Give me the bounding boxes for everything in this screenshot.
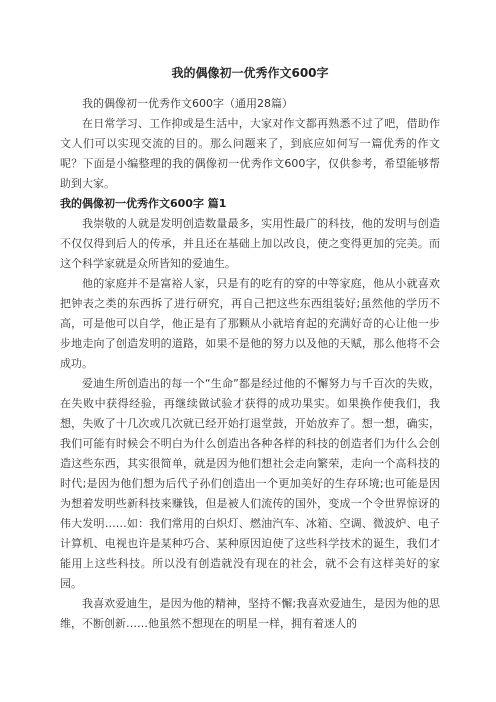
document-title: 我的偶像初一优秀作文600字 xyxy=(171,66,329,80)
body-paragraph-1: 我崇敬的人就是发明创造数量最多，实用性最广的科技，他的发明与创造不仅仅得到后人的传承，并且还在基础上加以改良，使之变得更加的完美。而这个科学家就是众所皆知的爱迪生。 xyxy=(60,217,440,270)
body-paragraph-4: 我喜欢爱迪生，是因为他的精神，坚持不懈;我喜欢爱迪生，是因为他的思维，不断创新……他虽然不想现在的明星一样，拥有着迷人的 xyxy=(60,597,440,630)
document-subtitle: 我的偶像初一优秀作文600字（通用28篇） xyxy=(82,97,293,110)
body-paragraph-2: 他的家庭并不是富裕人家，只是有的吃有的穿的中等家庭，他从小就喜欢把钟表之类的东西拆了进行研究，再自己把这些东西组装好;虽然他的学历不高，可是他可以自学，他正是有了那颗从小就培育起的充满好奇的心让他一步步地走向了创造发明的道路，如果不是他的努力以及他的天赋，那么他将不会成功。 xyxy=(60,277,440,370)
body-paragraph-3: 爱迪生所创造出的每一个“生命”都是经过他的不懈努力与千百次的失败，在失败中获得经验，再继续做试验才获得的成功果实。如果换作使我们，我想，失败了十几次或几次就已经开始打退堂鼓，开始放弃了。想一想，确实，我们可能有时候会不明白为什么创造出各种各样的科技的创造者们为什么会创造这些东西，其实很简单，就是因为他们想社会走向繁荣，走向一个高科技的时代;是因为他们想为后代子孙们创造出一个更加美好的生存环境;也可能是因为想着发明些新科技来赚钱，但是被人们流传的国外，变成一个令世界惊讶的伟大发明……如：我们常用的白炽灯、燃油汽车、冰箱、空调、微波炉、电子计算机、电视也许是某种巧合、某种原因迫使了这些科学技术的诞生，我们才能用上这些科技。所以没有创造就没有现在的社会，就不会有这样美好的家园。 xyxy=(60,377,440,590)
intro-paragraph: 在日常学习、工作抑或是生活中，大家对作文都再熟悉不过了吧，借助作文人们可以实现交流的目的。那么问题来了，到底应如何写一篇优秀的作文呢？下面是小编整理的我的偶像初一优秀作文600字，仅供参考，希望能够帮助到大家。 xyxy=(60,117,440,190)
section-heading: 我的偶像初一优秀作文600字 篇1 xyxy=(60,197,227,210)
